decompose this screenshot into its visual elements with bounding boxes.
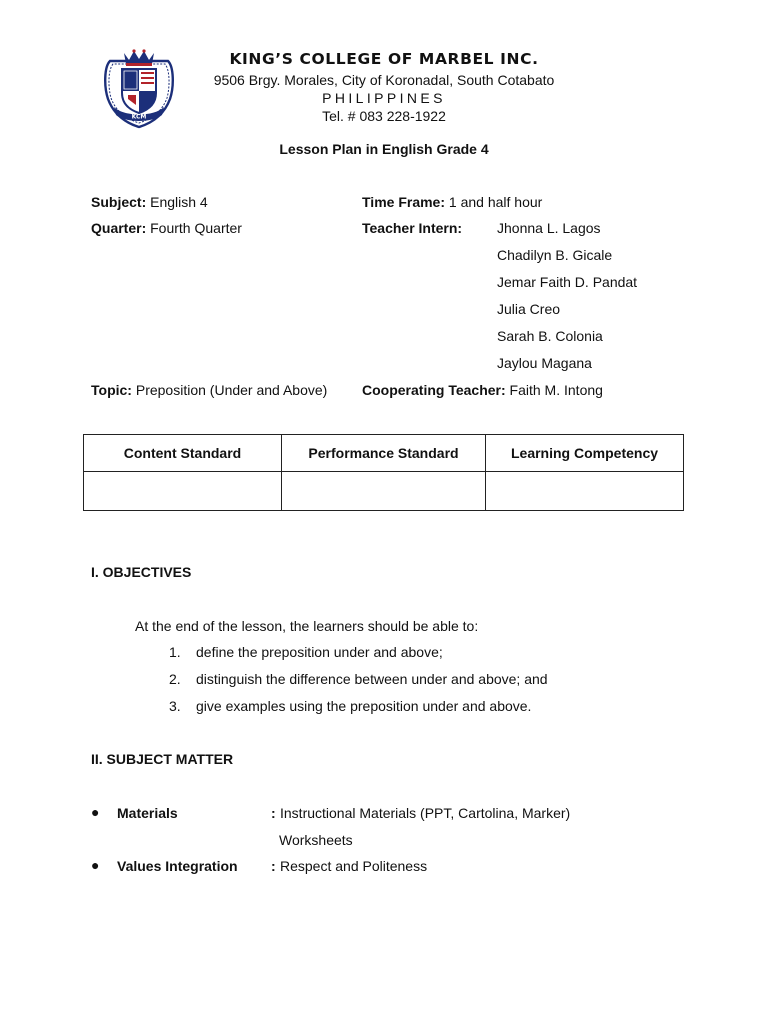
subject-matter-heading: II. SUBJECT MATTER bbox=[91, 751, 234, 767]
topic-value: Preposition (Under and Above) bbox=[135, 382, 328, 398]
materials-separator: : bbox=[271, 805, 276, 821]
table-header-row bbox=[84, 435, 684, 472]
teacher-intern-name: Chadilyn B. Gicale bbox=[497, 247, 613, 263]
materials-value: Worksheets bbox=[279, 832, 353, 848]
subject-label: Subject: bbox=[91, 194, 147, 210]
cooperating-teacher-value: Faith M. Intong bbox=[509, 382, 603, 398]
table-cell bbox=[282, 472, 486, 511]
table-header-learning-competency: Learning Competency bbox=[486, 435, 684, 472]
objective-number: 3. bbox=[169, 698, 181, 714]
teacher-intern-field bbox=[362, 220, 462, 236]
quarter-field bbox=[91, 220, 242, 236]
materials-label: Materials bbox=[117, 805, 178, 821]
time-frame-field bbox=[362, 194, 542, 210]
quarter-label: Quarter: bbox=[91, 220, 147, 236]
school-address: 9506 Brgy. Morales, City of Koronadal, South Cotabato bbox=[213, 72, 555, 88]
table-header-content-standard: Content Standard bbox=[84, 435, 282, 472]
values-integration-separator: : bbox=[271, 858, 276, 874]
svg-text:KCM: KCM bbox=[131, 113, 147, 121]
objective-text: give examples using the preposition under and above. bbox=[196, 698, 532, 714]
quarter-value: Fourth Quarter bbox=[150, 220, 242, 236]
school-telephone: Tel. # 083 228-1922 bbox=[322, 108, 446, 124]
teacher-intern-label: Teacher Intern: bbox=[362, 220, 463, 236]
cooperating-teacher-field bbox=[362, 382, 603, 398]
topic-field bbox=[91, 382, 327, 398]
teacher-intern-name: Jemar Faith D. Pandat bbox=[497, 274, 638, 290]
subject-field bbox=[91, 194, 208, 210]
teacher-intern-name: Julia Creo bbox=[497, 301, 561, 317]
values-integration-label: Values Integration bbox=[117, 858, 238, 874]
lesson-plan-title: Lesson Plan in English Grade 4 bbox=[279, 141, 489, 157]
teacher-intern-name: Jaylou Magana bbox=[497, 355, 592, 371]
bullet-icon: ● bbox=[91, 804, 100, 820]
time-frame-label: Time Frame: bbox=[362, 194, 445, 210]
values-integration-value: Respect and Politeness bbox=[280, 858, 428, 874]
table-cell bbox=[84, 472, 282, 511]
cooperating-teacher-label: Cooperating Teacher: bbox=[362, 382, 506, 398]
objective-text: distinguish the difference between under and above; and bbox=[196, 671, 548, 687]
standards-table bbox=[83, 434, 684, 511]
teacher-intern-name: Jhonna L. Lagos bbox=[497, 220, 601, 236]
objective-number: 2. bbox=[169, 671, 181, 687]
table-row bbox=[84, 472, 684, 511]
objectives-heading: I. OBJECTIVES bbox=[91, 564, 192, 580]
teacher-intern-name: Sarah B. Colonia bbox=[497, 328, 603, 344]
topic-label: Topic: bbox=[91, 382, 132, 398]
objective-number: 1. bbox=[169, 644, 181, 660]
bullet-icon: ● bbox=[91, 857, 100, 873]
school-name: KING’S COLLEGE OF MARBEL INC. bbox=[229, 50, 539, 68]
table-cell bbox=[486, 472, 684, 511]
objective-text: define the preposition under and above; bbox=[196, 644, 443, 660]
materials-value: Instructional Materials (PPT, Cartolina, Marker) bbox=[280, 805, 571, 821]
subject-value: English 4 bbox=[150, 194, 208, 210]
time-frame-value: 1 and half hour bbox=[448, 194, 543, 210]
school-country: PHILIPPINES bbox=[322, 90, 446, 106]
objectives-intro: At the end of the lesson, the learners should be able to: bbox=[135, 618, 479, 634]
table-header-performance-standard: Performance Standard bbox=[282, 435, 486, 472]
